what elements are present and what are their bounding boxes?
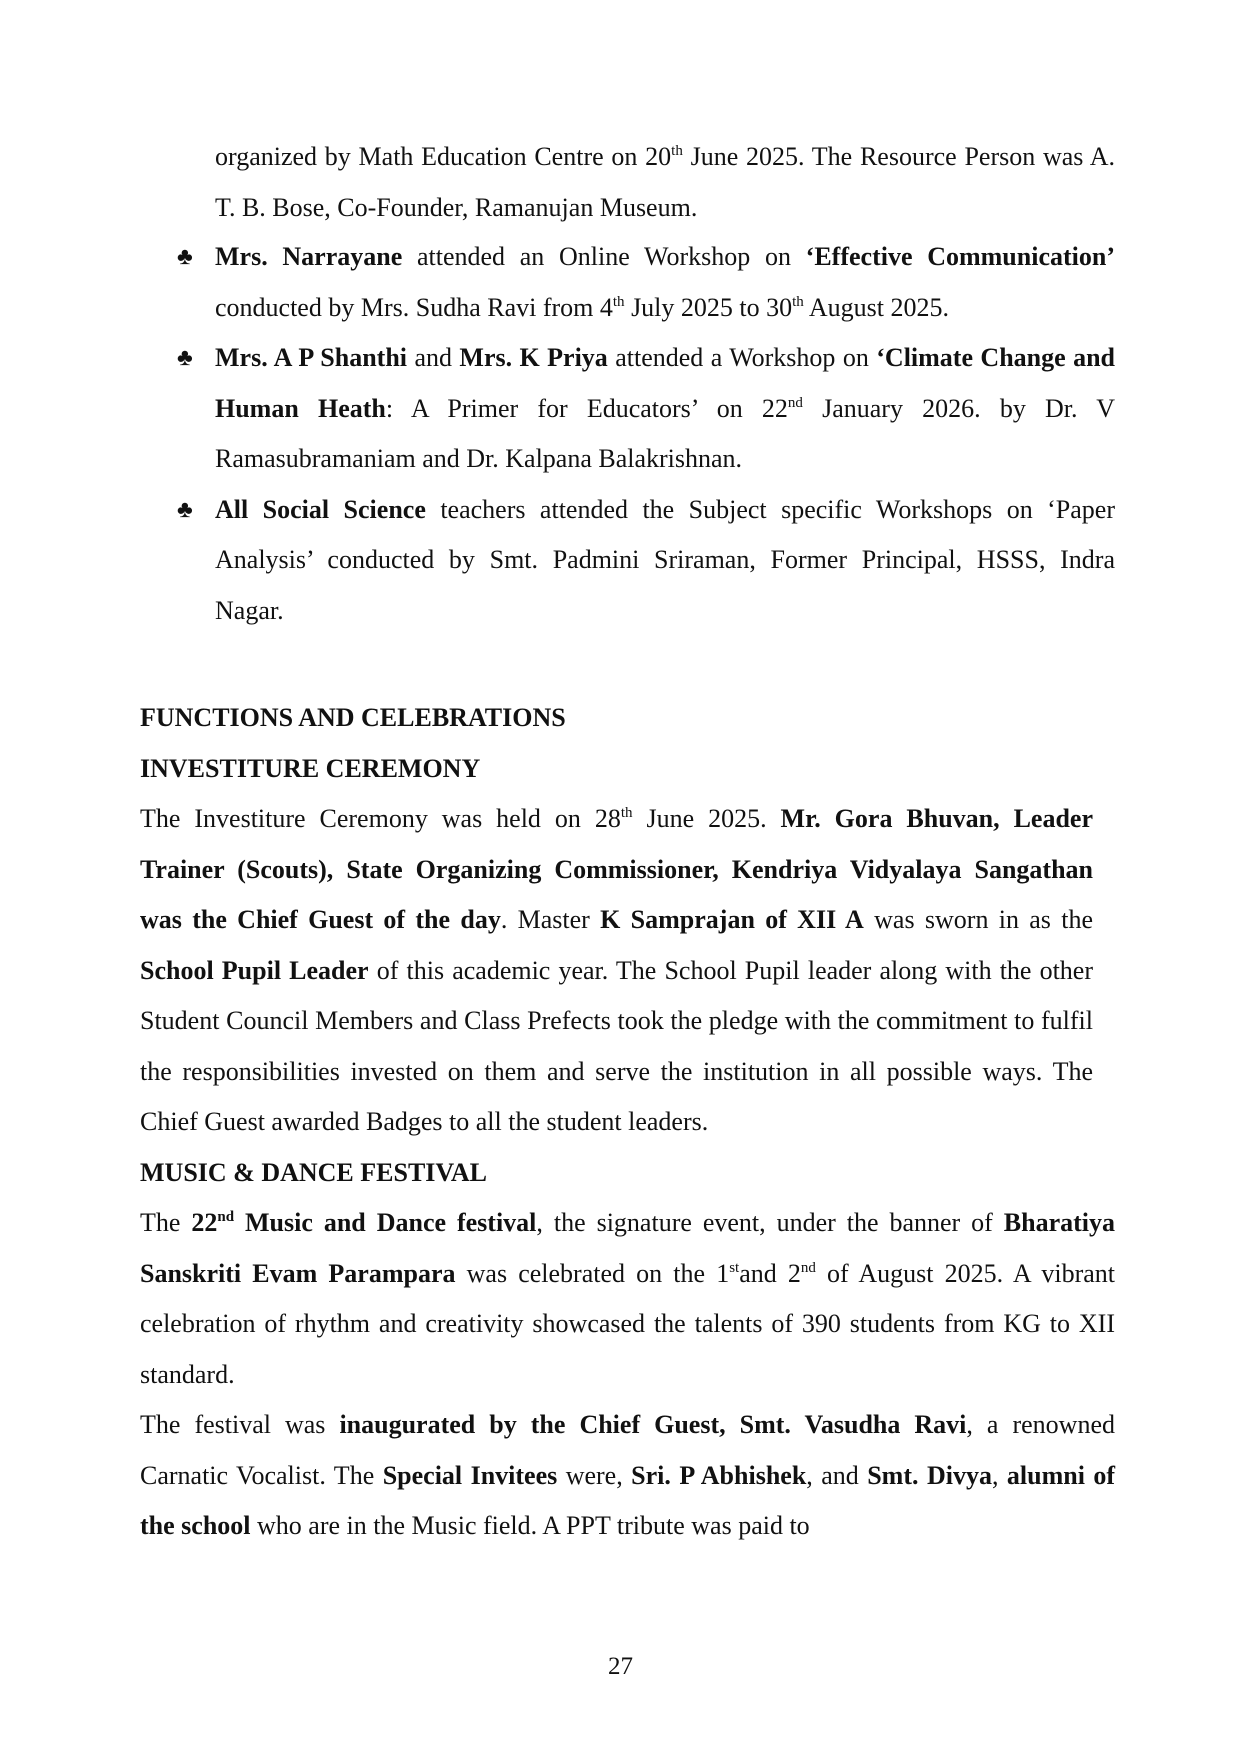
text: was sworn in as the [863,905,1093,934]
text: The Investiture Ceremony was held on 28 [140,804,621,833]
text: who are in the Music field. A PPT tribute was paid to [250,1511,810,1540]
text: ‘Effective Communication’ [805,242,1115,271]
text: was celebrated on the 1 [455,1258,730,1288]
text: and 2 [739,1258,801,1288]
club-bullet-icon: ♣ [177,496,193,523]
main-content [140,693,1116,1552]
text: January 2026. by Dr. V Ramasubramaniam and Dr. Kalpana Balakrishnan. [215,393,1116,473]
section-heading: FUNCTIONS AND CELEBRATIONS [140,703,566,732]
text: and [407,343,460,372]
text: All Social Science [215,494,426,524]
text: teachers attended the Subject specific Workshops on ‘Paper Analysis’ conducted by Smt. Padmini Sriraman, Former Principal, HSSS, Indra Nagar. [215,494,1115,625]
page-number: 27 [608,1653,633,1680]
club-bullet-icon: ♣ [177,345,193,371]
text: 22 [191,1208,218,1237]
text: Mrs. Narrayane [215,242,403,271]
music-heading: MUSIC & DANCE FESTIVAL [140,1157,487,1187]
superscript: th [792,293,804,310]
text: Music and Dance festival [234,1208,537,1237]
list-item [177,485,1115,637]
text: School Pupil Leader [140,955,369,985]
text: The [140,1208,192,1237]
text: Mr. Gora Bhuvan, Leader Trainer (Scouts), State Organizing Commissioner, Kendriya Vidyalaya Sangathan was the Chief Guest of the day [140,804,1093,934]
training-list [177,232,1116,636]
superscript: th [620,805,633,821]
text: organized by Math Education Centre on 20 [215,142,672,171]
continuation-paragraph [215,132,1115,233]
text: inaugurated by the Chief Guest, Smt. Vasudha Ravi [339,1410,967,1439]
superscript: nd [800,1259,816,1276]
text: ‘Climate Change and Human Heath [215,343,1115,423]
music-paragraph-2 [140,1400,1115,1552]
text: of this academic year. The School Pupil leader along with the other Student Council Members and Class Prefects took the pledge with the commitment to fulfil the responsibilities invested on them and serve the institution in all possible ways. The Chief Guest awarded Badges to all the student leaders. [140,955,1094,1136]
text: Sri. P Abhishek [631,1460,807,1490]
text: , the signature event, under the banner of [536,1208,1004,1237]
text: : A Primer for Educators’ on 22 [385,393,788,423]
text: Special Invitees [382,1460,558,1490]
text: June 2025. The Resource Person was A. T. B. Bose, Co-Founder, Ramanujan Museum. [215,142,1115,222]
music-paragraph-1 [140,1198,1115,1400]
list-item [177,232,1115,333]
text: of August 2025. A vibrant celebration of rhythm and creativity showcased the talents of 390 students from KG to XII standard. [140,1258,1115,1389]
text: Smt. Divya [867,1460,992,1490]
text: K Samprajan of XII A [600,905,864,934]
text: Mrs. A P Shanthi [215,343,408,372]
text: Bharatiya Sanskriti Evam Parampara [140,1208,1116,1288]
text: July 2025 to 30 [624,292,793,322]
superscript: st [729,1259,740,1276]
text: Mrs. K Priya [459,343,608,372]
text: The festival was [140,1410,340,1439]
text: . Master [500,905,601,934]
text: attended an Online Workshop on [402,242,806,271]
text: were, [557,1460,632,1490]
superscript [217,1209,234,1225]
superscript: th [671,143,683,159]
superscript: th [612,293,625,310]
text: August 2025. [803,292,949,322]
list-item [177,333,1116,485]
investiture-paragraph [140,794,1093,1148]
text: attended a Workshop on [607,343,877,372]
text: , and [806,1460,868,1490]
club-bullet-icon: ♣ [177,244,193,270]
superscript: nd [787,394,803,411]
investiture-heading: INVESTITURE CEREMONY [140,753,481,783]
text: conducted by Mrs. Sudha Ravi from 4 [215,292,613,322]
text: , [991,1460,1007,1490]
text: , a renowned Carnatic Vocalist. The [140,1410,1115,1490]
text: alumni of the school [140,1460,1116,1540]
text: nd [217,1209,235,1225]
text: June 2025. [632,804,781,833]
